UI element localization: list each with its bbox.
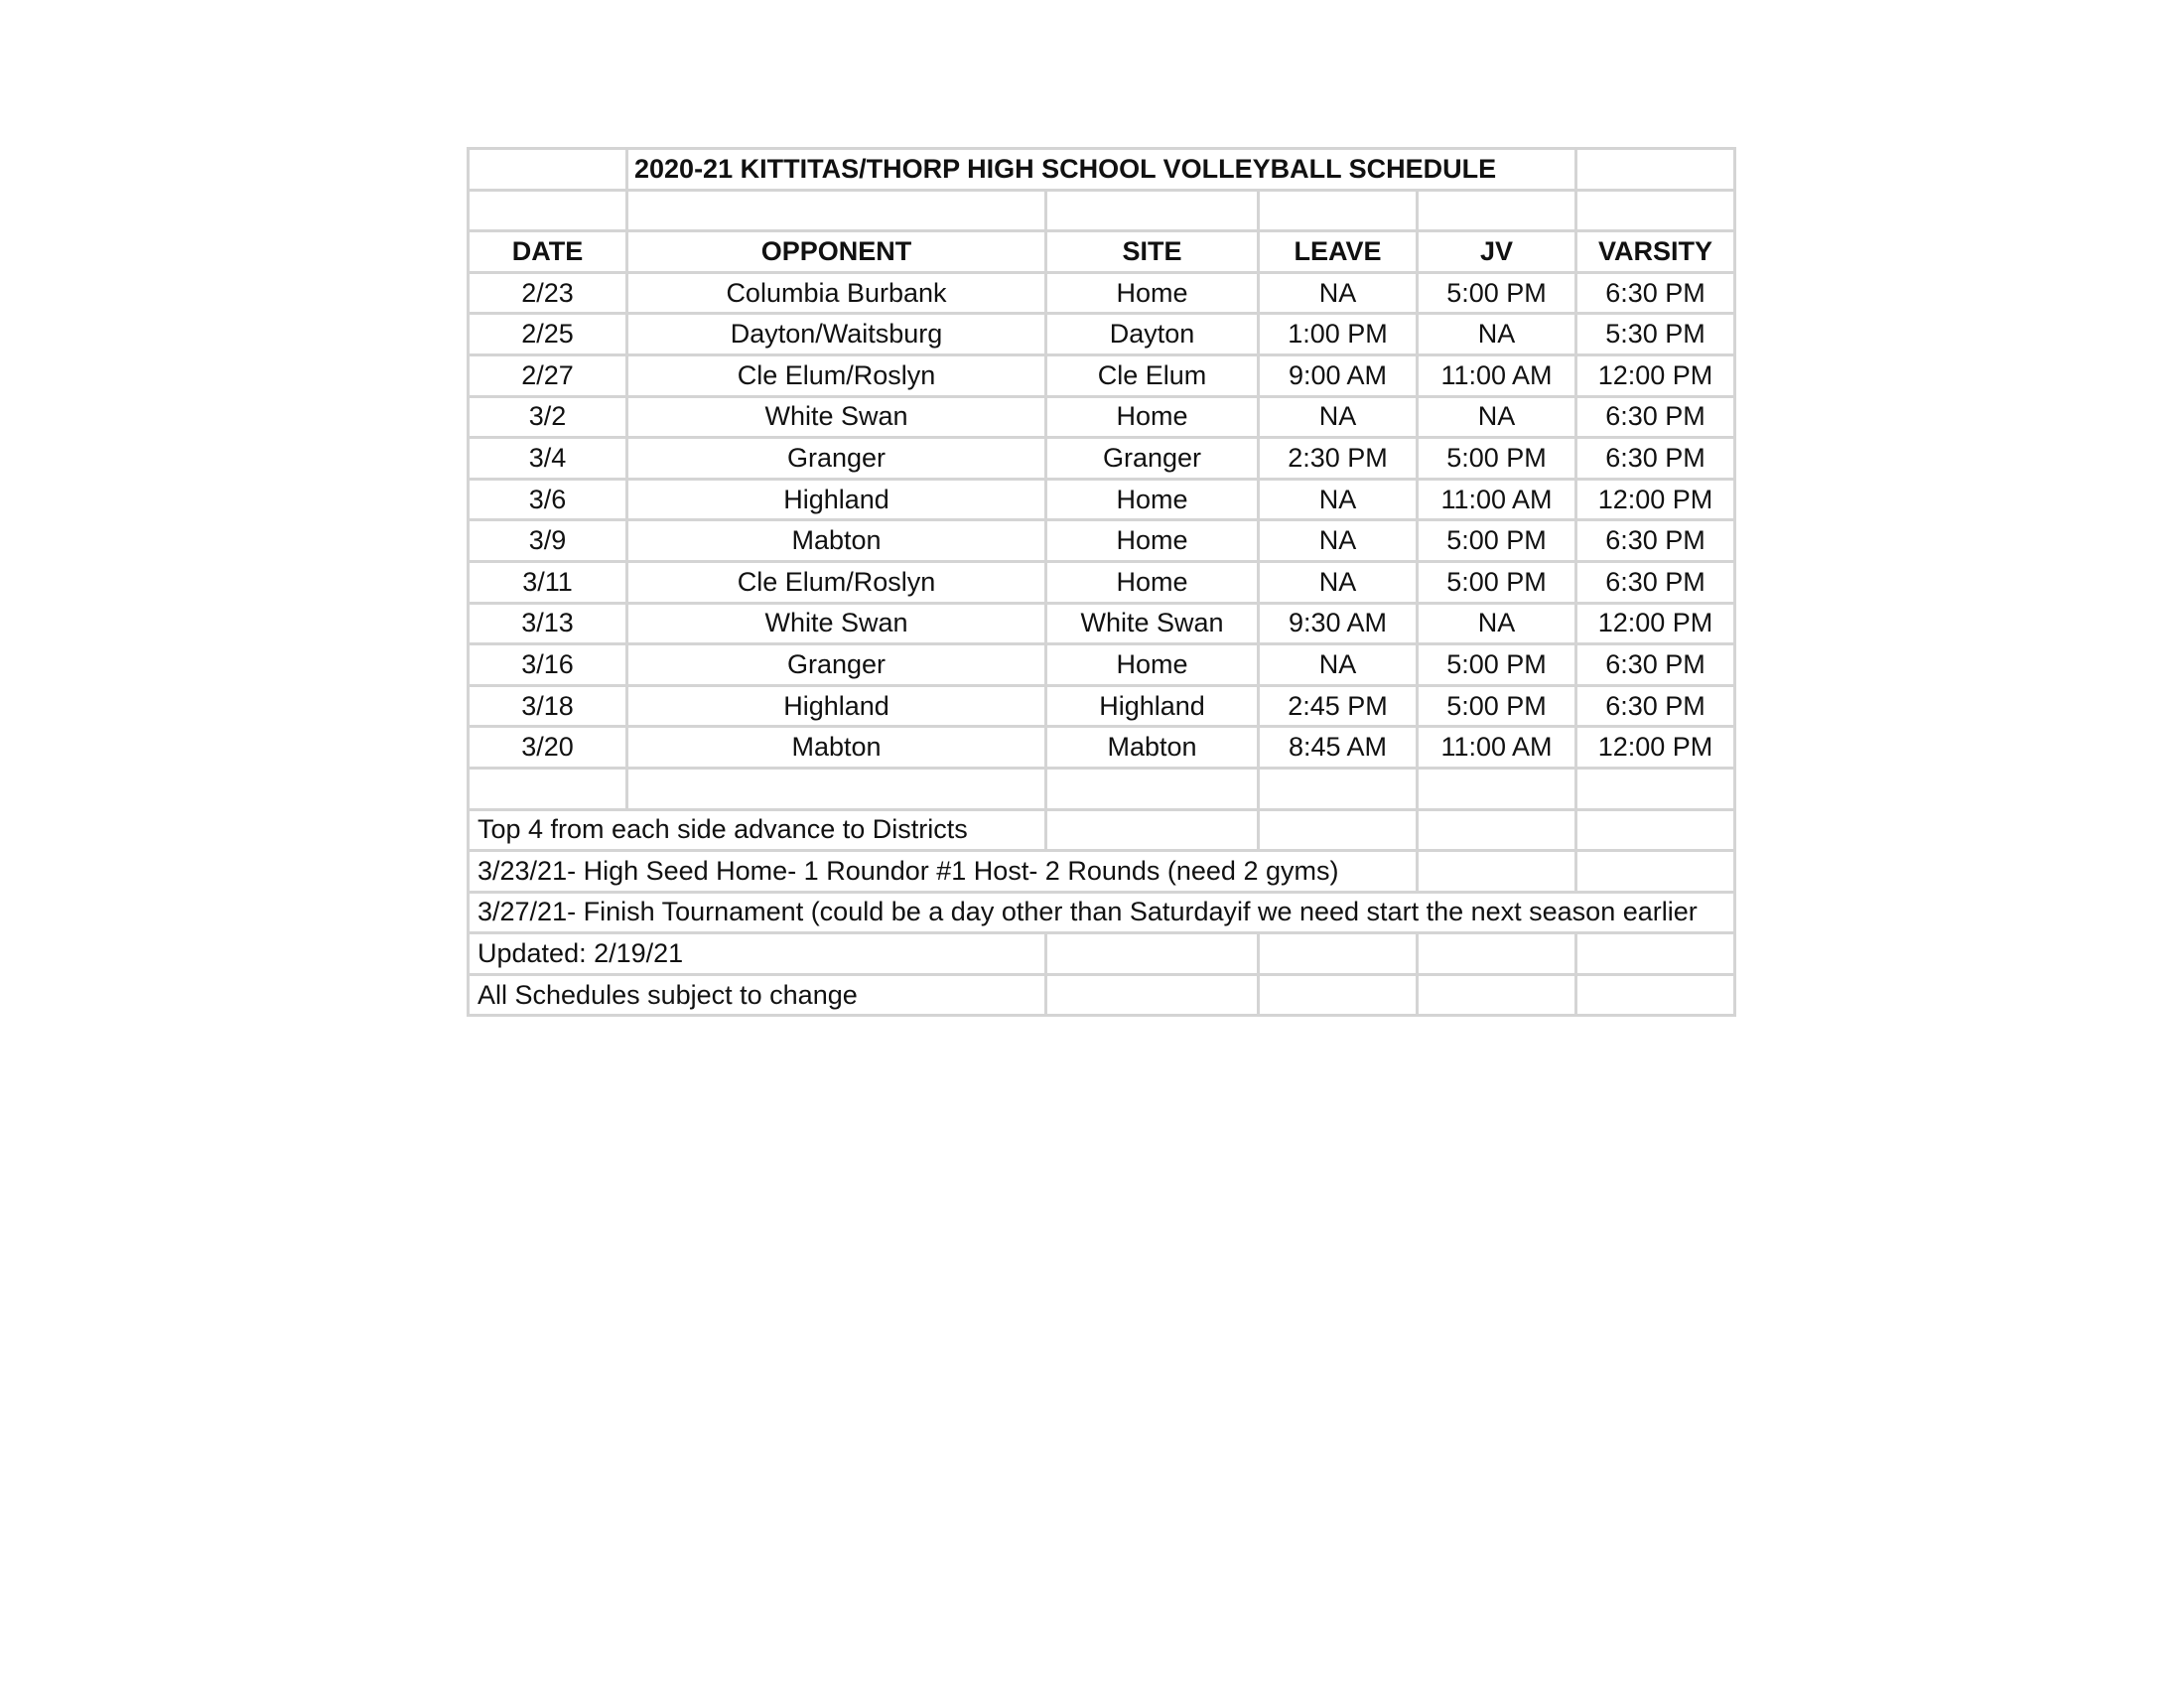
game-row xyxy=(469,396,1735,438)
empty-cell xyxy=(1576,933,1735,975)
schedule-table xyxy=(467,147,1736,1017)
cell-opponent: Granger xyxy=(627,438,1046,480)
cell-site: Highland xyxy=(1046,685,1259,727)
cell-jv: 11:00 AM xyxy=(1418,479,1576,520)
game-row xyxy=(469,479,1735,520)
cell-date: 3/9 xyxy=(469,520,627,562)
cell-date: 2/27 xyxy=(469,354,627,396)
empty-cell xyxy=(1418,768,1576,809)
cell-date: 3/13 xyxy=(469,603,627,644)
empty-cell xyxy=(1418,974,1576,1016)
game-row xyxy=(469,520,1735,562)
cell-site: White Swan xyxy=(1046,603,1259,644)
empty-cell xyxy=(1418,809,1576,851)
schedule-title: 2020-21 KITTITAS/THORP HIGH SCHOOL VOLLEYBALL SCHEDULE xyxy=(627,149,1576,191)
cell-jv: NA xyxy=(1418,314,1576,355)
cell-leave: 9:30 AM xyxy=(1259,603,1418,644)
cell-jv: 5:00 PM xyxy=(1418,561,1576,603)
cell-leave: 2:30 PM xyxy=(1259,438,1418,480)
game-row xyxy=(469,438,1735,480)
cell-site: Cle Elum xyxy=(1046,354,1259,396)
cell-site: Home xyxy=(1046,644,1259,686)
cell-leave: 2:45 PM xyxy=(1259,685,1418,727)
cell-date: 3/11 xyxy=(469,561,627,603)
empty-cell xyxy=(1046,809,1259,851)
cell-leave: NA xyxy=(1259,479,1418,520)
empty-cell xyxy=(1418,190,1576,231)
cell-leave: 9:00 AM xyxy=(1259,354,1418,396)
cell-jv: 5:00 PM xyxy=(1418,644,1576,686)
header-row xyxy=(469,231,1735,273)
empty-cell xyxy=(1576,974,1735,1016)
cell-jv: 5:00 PM xyxy=(1418,272,1576,314)
cell-date: 2/25 xyxy=(469,314,627,355)
cell-date: 3/18 xyxy=(469,685,627,727)
blank-row xyxy=(469,768,1735,809)
note-row xyxy=(469,974,1735,1016)
cell-varsity: 6:30 PM xyxy=(1576,396,1735,438)
empty-cell xyxy=(469,768,627,809)
cell-jv: 5:00 PM xyxy=(1418,438,1576,480)
empty-cell xyxy=(1046,974,1259,1016)
cell-site: Mabton xyxy=(1046,727,1259,769)
cell-date: 3/2 xyxy=(469,396,627,438)
empty-cell xyxy=(1259,974,1418,1016)
cell-date: 3/20 xyxy=(469,727,627,769)
cell-site: Home xyxy=(1046,479,1259,520)
cell-opponent: Dayton/Waitsburg xyxy=(627,314,1046,355)
cell-date: 3/16 xyxy=(469,644,627,686)
cell-jv: NA xyxy=(1418,603,1576,644)
cell-opponent: Cle Elum/Roslyn xyxy=(627,561,1046,603)
empty-cell xyxy=(627,190,1046,231)
note-row xyxy=(469,809,1735,851)
header-opponent: OPPONENT xyxy=(627,231,1046,273)
cell-site: Dayton xyxy=(1046,314,1259,355)
cell-varsity: 6:30 PM xyxy=(1576,438,1735,480)
cell-varsity: 5:30 PM xyxy=(1576,314,1735,355)
game-row xyxy=(469,561,1735,603)
blank-row xyxy=(469,190,1735,231)
cell-site: Granger xyxy=(1046,438,1259,480)
cell-site: Home xyxy=(1046,272,1259,314)
cell-jv: 5:00 PM xyxy=(1418,520,1576,562)
cell-opponent: White Swan xyxy=(627,396,1046,438)
empty-cell xyxy=(1418,933,1576,975)
empty-cell xyxy=(1576,851,1735,893)
header-varsity: VARSITY xyxy=(1576,231,1735,273)
header-jv: JV xyxy=(1418,231,1576,273)
empty-cell xyxy=(1259,190,1418,231)
header-date: DATE xyxy=(469,231,627,273)
header-site: SITE xyxy=(1046,231,1259,273)
cell-opponent: Mabton xyxy=(627,520,1046,562)
cell-varsity: 6:30 PM xyxy=(1576,561,1735,603)
cell-date: 3/6 xyxy=(469,479,627,520)
cell-varsity: 6:30 PM xyxy=(1576,644,1735,686)
game-row xyxy=(469,685,1735,727)
cell-jv: NA xyxy=(1418,396,1576,438)
title-row xyxy=(469,149,1735,191)
cell-varsity: 12:00 PM xyxy=(1576,603,1735,644)
empty-cell xyxy=(469,190,627,231)
note-row xyxy=(469,892,1735,933)
cell-leave: NA xyxy=(1259,272,1418,314)
game-row xyxy=(469,603,1735,644)
cell-leave: NA xyxy=(1259,396,1418,438)
cell-jv: 5:00 PM xyxy=(1418,685,1576,727)
cell-varsity: 6:30 PM xyxy=(1576,685,1735,727)
cell-opponent: Highland xyxy=(627,685,1046,727)
game-row xyxy=(469,354,1735,396)
cell-varsity: 6:30 PM xyxy=(1576,272,1735,314)
game-row xyxy=(469,314,1735,355)
finish-note: 3/27/21- Finish Tournament (could be a day other than Saturdayif we need start the next season earlier xyxy=(469,892,1735,933)
empty-cell xyxy=(469,149,627,191)
empty-cell xyxy=(1046,190,1259,231)
empty-cell xyxy=(1046,768,1259,809)
game-row xyxy=(469,644,1735,686)
header-leave: LEAVE xyxy=(1259,231,1418,273)
cell-varsity: 12:00 PM xyxy=(1576,479,1735,520)
empty-cell xyxy=(1576,149,1735,191)
note-row xyxy=(469,851,1735,893)
cell-opponent: Granger xyxy=(627,644,1046,686)
empty-cell xyxy=(1418,851,1576,893)
cell-opponent: Highland xyxy=(627,479,1046,520)
updated-note: Updated: 2/19/21 xyxy=(469,933,1046,975)
empty-cell xyxy=(1046,933,1259,975)
cell-date: 3/4 xyxy=(469,438,627,480)
cell-leave: 1:00 PM xyxy=(1259,314,1418,355)
cell-varsity: 12:00 PM xyxy=(1576,354,1735,396)
cell-opponent: Columbia Burbank xyxy=(627,272,1046,314)
round1-note: 3/23/21- High Seed Home- 1 Roundor #1 Host- 2 Rounds (need 2 gyms) xyxy=(469,851,1418,893)
cell-varsity: 6:30 PM xyxy=(1576,520,1735,562)
cell-opponent: Cle Elum/Roslyn xyxy=(627,354,1046,396)
empty-cell xyxy=(1259,768,1418,809)
note-row xyxy=(469,933,1735,975)
cell-leave: NA xyxy=(1259,644,1418,686)
empty-cell xyxy=(1259,809,1418,851)
cell-site: Home xyxy=(1046,561,1259,603)
empty-cell xyxy=(1259,933,1418,975)
cell-opponent: Mabton xyxy=(627,727,1046,769)
cell-date: 2/23 xyxy=(469,272,627,314)
cell-leave: 8:45 AM xyxy=(1259,727,1418,769)
cell-varsity: 12:00 PM xyxy=(1576,727,1735,769)
cell-site: Home xyxy=(1046,520,1259,562)
game-row xyxy=(469,727,1735,769)
empty-cell xyxy=(1576,809,1735,851)
cell-jv: 11:00 AM xyxy=(1418,354,1576,396)
game-row xyxy=(469,272,1735,314)
cell-leave: NA xyxy=(1259,561,1418,603)
empty-cell xyxy=(627,768,1046,809)
cell-jv: 11:00 AM xyxy=(1418,727,1576,769)
cell-leave: NA xyxy=(1259,520,1418,562)
cell-opponent: White Swan xyxy=(627,603,1046,644)
cell-site: Home xyxy=(1046,396,1259,438)
empty-cell xyxy=(1576,768,1735,809)
districts-note: Top 4 from each side advance to Districts xyxy=(469,809,1046,851)
empty-cell xyxy=(1576,190,1735,231)
disclaimer-note: All Schedules subject to change xyxy=(469,974,1046,1016)
